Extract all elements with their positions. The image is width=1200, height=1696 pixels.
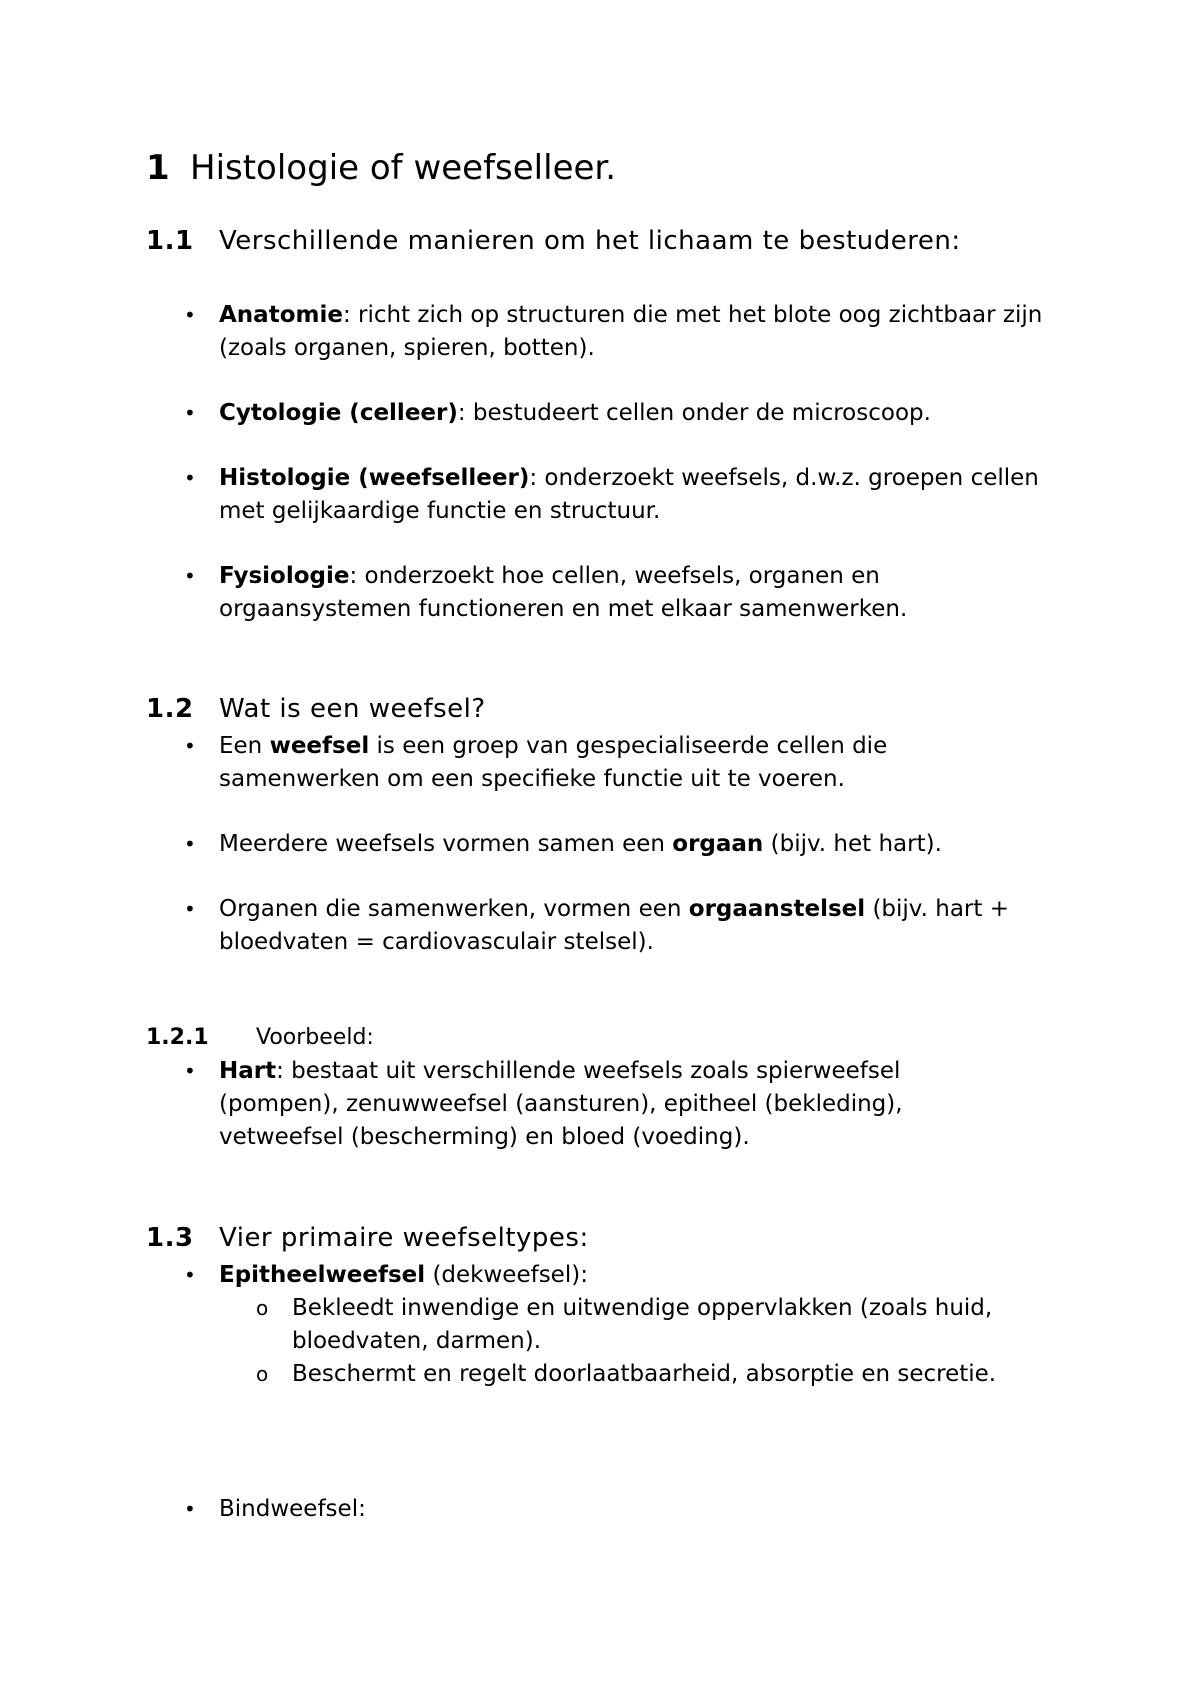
list-item-cytologie	[146, 397, 1076, 430]
bullet-glyph: •	[184, 1059, 196, 1083]
item-text: (dekweefsel):	[425, 1262, 588, 1288]
heading-title: Wat is een weefsel?	[219, 694, 486, 724]
item-text: : onderzoekt weefsels, d.w.z. groepen cellen met gelijkaardige functie en structuur.	[219, 465, 1039, 524]
heading-number: 1.2.1	[146, 1025, 209, 1050]
item-text: Bindweefsel:	[219, 1496, 366, 1522]
heading-colon: :	[579, 1223, 589, 1253]
heading-1-3	[146, 1219, 1076, 1257]
list-item-epitheelweefsel	[146, 1259, 1076, 1292]
sub-bullet-glyph: o	[256, 1296, 269, 1320]
heading-number: 1.1	[146, 226, 194, 256]
term: orgaan	[672, 831, 764, 857]
item-text: : bestudeert cellen onder de microscoop.	[457, 400, 931, 426]
heading-title: Vier primaire weefseltypes	[219, 1223, 580, 1253]
list-item-weefsel	[146, 730, 1076, 796]
item-text: : richt zich op structuren die met het blote oog zichtbaar zijn (zoals organen, spieren, botten).	[219, 302, 1043, 361]
heading-colon: :	[951, 226, 961, 256]
heading-title: Voorbeeld	[256, 1025, 367, 1050]
list-item-orgaan	[146, 828, 1076, 861]
heading-title: Verschillende manieren om het lichaam te bestuderen	[219, 226, 952, 256]
term: Anatomie	[219, 302, 343, 328]
heading-number: 1.3	[146, 1223, 194, 1253]
term: orgaanstelsel	[688, 896, 866, 922]
term: Cytologie (celleer)	[219, 400, 458, 426]
item-text: (bijv. het hart).	[763, 831, 942, 857]
bullet-glyph: •	[184, 734, 196, 758]
item-text: : bestaat uit verschillende weefsels zoals spierweefsel (pompen), zenuwweefsel (aansturen), epitheel (bekleding), vetweefsel (bescherming) en bloed (voeding).	[219, 1058, 903, 1150]
item-text: (bijv. hart + bloedvaten = cardiovasculair stelsel).	[219, 896, 1009, 955]
sub-list-item	[146, 1292, 1076, 1358]
list-item-hart	[146, 1055, 1076, 1154]
term: Histologie (weefselleer)	[219, 465, 530, 491]
list-item-orgaanstelsel	[146, 893, 1076, 959]
heading-number: 1	[146, 148, 170, 188]
item-pre: Meerdere weefsels vormen samen een	[219, 831, 673, 857]
bullet-glyph: •	[184, 1497, 196, 1521]
item-pre: Organen die samenwerken, vormen een	[219, 896, 689, 922]
list-item-histologie	[146, 462, 1076, 528]
bullet-glyph: •	[184, 466, 196, 490]
item-pre: Een	[219, 733, 270, 759]
sub-list-item	[146, 1358, 1076, 1391]
term: Fysiologie	[219, 563, 350, 589]
sub-item-text: Beschermt en regelt doorlaatbaarheid, absorptie en secretie.	[292, 1361, 997, 1387]
sub-item-text: Bekleedt inwendige en uitwendige oppervlakken (zoals huid, bloedvaten, darmen).	[292, 1295, 993, 1354]
list-item-anatomie	[146, 299, 1076, 365]
heading-number: 1.2	[146, 694, 194, 724]
list-item-bindweefsel	[146, 1493, 1076, 1526]
bullet-glyph: •	[184, 1263, 196, 1287]
heading-1-1	[146, 222, 1076, 260]
sub-bullet-glyph: o	[256, 1362, 269, 1386]
heading-1	[146, 148, 1076, 188]
item-text: is een groep van gespecialiseerde cellen die samenwerken om een specifieke functie uit te voeren.	[219, 733, 888, 792]
bullet-glyph: •	[184, 564, 196, 588]
bullet-glyph: •	[184, 832, 196, 856]
heading-title: Histologie of weefselleer.	[190, 148, 617, 188]
heading-1-2-1	[146, 1022, 1076, 1054]
term: weefsel	[269, 733, 370, 759]
term: Epitheelweefsel	[219, 1262, 426, 1288]
term: Hart	[219, 1058, 277, 1084]
heading-colon: :	[366, 1025, 374, 1050]
bullet-glyph: •	[184, 303, 196, 327]
item-text: : onderzoekt hoe cellen, weefsels, organen en orgaansystemen functioneren en met elkaar samenwerken.	[219, 563, 908, 622]
heading-1-2	[146, 690, 1076, 728]
bullet-glyph: •	[184, 897, 196, 921]
bullet-glyph: •	[184, 401, 196, 425]
list-item-fysiologie	[146, 560, 1076, 626]
